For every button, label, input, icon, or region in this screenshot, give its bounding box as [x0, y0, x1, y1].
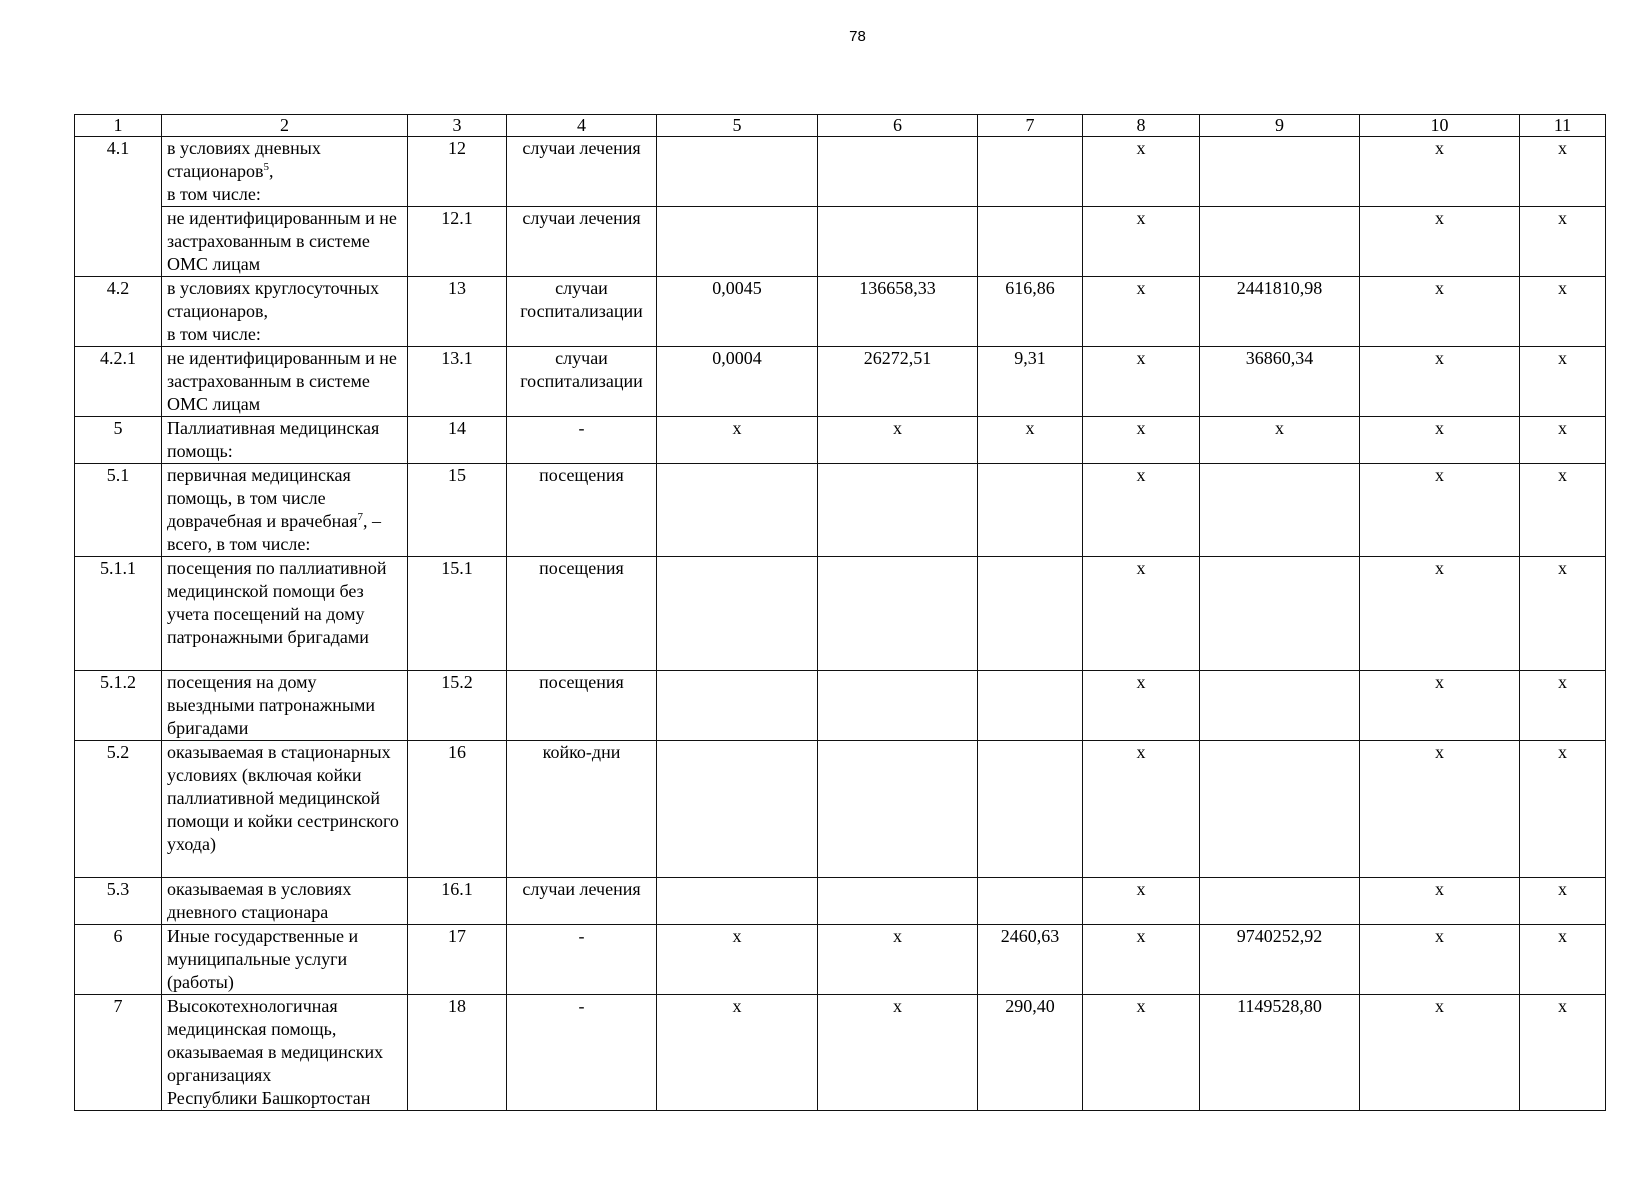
- line-code-cell: 17: [408, 925, 507, 995]
- row-name-cell: [162, 137, 408, 207]
- value-cell-11: х: [1520, 878, 1606, 925]
- row-name-text: не идентифицированным и не застрахованным в системе ОМС лицам: [167, 348, 397, 414]
- table-row: [75, 417, 1606, 464]
- row-number-cell: 5.1.1: [75, 557, 162, 671]
- row-name-cell: [162, 557, 408, 671]
- table-row: [75, 137, 1606, 207]
- row-name-text: Паллиативная медицинская помощь:: [167, 418, 380, 461]
- line-code-cell: 12: [408, 137, 507, 207]
- row-name-cell: [162, 741, 408, 878]
- unit-cell: -: [507, 925, 657, 995]
- row-name-cell: [162, 878, 408, 925]
- row-name-cell: [162, 277, 408, 347]
- row-name-cell: [162, 995, 408, 1111]
- column-number-cell: 8: [1083, 115, 1200, 137]
- value-cell-11: х: [1520, 207, 1606, 277]
- row-name-text: посещения по паллиативной медицинской помощи без учета посещений на дому патронажными бригадами: [167, 558, 387, 647]
- line-code-cell: 12.1: [408, 207, 507, 277]
- value-cell-10: х: [1360, 925, 1520, 995]
- value-cell-7: [978, 557, 1083, 671]
- table-row: [75, 464, 1606, 557]
- value-cell-5: 0,0045: [657, 277, 818, 347]
- column-number-cell: 3: [408, 115, 507, 137]
- value-cell-9: [1200, 741, 1360, 878]
- value-cell-8: х: [1083, 878, 1200, 925]
- row-number-cell: 5.2: [75, 741, 162, 878]
- value-cell-8: х: [1083, 464, 1200, 557]
- value-cell-10: х: [1360, 347, 1520, 417]
- value-cell-5: х: [657, 417, 818, 464]
- table-row: [75, 557, 1606, 671]
- page-number: 78: [849, 28, 866, 45]
- row-name-tail: , в том числе:: [167, 161, 274, 204]
- value-cell-6: [818, 741, 978, 878]
- value-cell-5: [657, 464, 818, 557]
- value-cell-7: [978, 137, 1083, 207]
- column-number-cell: 7: [978, 115, 1083, 137]
- row-name-text: посещения на дому выездными патронажными бригадами: [167, 672, 376, 738]
- value-cell-9: [1200, 671, 1360, 741]
- value-cell-10: х: [1360, 671, 1520, 741]
- row-number-cell: 5.3: [75, 878, 162, 925]
- value-cell-9: х: [1200, 417, 1360, 464]
- line-code-cell: 13: [408, 277, 507, 347]
- value-cell-8: х: [1083, 417, 1200, 464]
- line-code-cell: 18: [408, 995, 507, 1111]
- value-cell-7: [978, 207, 1083, 277]
- unit-cell: случаи лечения: [507, 137, 657, 207]
- row-name-cell: [162, 464, 408, 557]
- row-number-cell: 5: [75, 417, 162, 464]
- row-number-cell: 6: [75, 925, 162, 995]
- value-cell-9: 9740252,92: [1200, 925, 1360, 995]
- value-cell-8: х: [1083, 137, 1200, 207]
- row-number-cell: 4.2: [75, 277, 162, 347]
- unit-cell: -: [507, 995, 657, 1111]
- value-cell-6: [818, 137, 978, 207]
- row-name-text: оказываемая в стационарных условиях (включая койки паллиативной медицинской помощи и койки сестринского ухода): [167, 742, 399, 854]
- value-cell-6: [818, 671, 978, 741]
- value-cell-9: [1200, 557, 1360, 671]
- row-number-cell: 5.1: [75, 464, 162, 557]
- column-number-cell: 1: [75, 115, 162, 137]
- row-number-cell: 7: [75, 995, 162, 1111]
- value-cell-8: х: [1083, 671, 1200, 741]
- line-code-cell: 14: [408, 417, 507, 464]
- unit-cell: -: [507, 417, 657, 464]
- value-cell-9: [1200, 137, 1360, 207]
- value-cell-6: х: [818, 417, 978, 464]
- unit-cell: случаи лечения: [507, 207, 657, 277]
- value-cell-11: х: [1520, 137, 1606, 207]
- value-cell-8: х: [1083, 557, 1200, 671]
- table-row: [75, 995, 1606, 1111]
- value-cell-10: х: [1360, 557, 1520, 671]
- value-cell-11: х: [1520, 925, 1606, 995]
- column-number-cell: 2: [162, 115, 408, 137]
- value-cell-6: [818, 557, 978, 671]
- value-cell-11: х: [1520, 417, 1606, 464]
- value-cell-7: [978, 741, 1083, 878]
- footnote-marker: 7: [357, 511, 364, 523]
- value-cell-7: х: [978, 417, 1083, 464]
- value-cell-10: х: [1360, 207, 1520, 277]
- value-cell-8: х: [1083, 995, 1200, 1111]
- unit-cell: посещения: [507, 671, 657, 741]
- value-cell-9: 2441810,98: [1200, 277, 1360, 347]
- value-cell-10: х: [1360, 277, 1520, 347]
- row-name-cell: [162, 207, 408, 277]
- value-cell-7: 9,31: [978, 347, 1083, 417]
- value-cell-11: х: [1520, 557, 1606, 671]
- value-cell-8: х: [1083, 207, 1200, 277]
- value-cell-11: х: [1520, 995, 1606, 1111]
- value-cell-5: [657, 671, 818, 741]
- value-cell-11: х: [1520, 277, 1606, 347]
- value-cell-8: х: [1083, 925, 1200, 995]
- value-cell-5: 0,0004: [657, 347, 818, 417]
- value-cell-9: [1200, 464, 1360, 557]
- value-cell-11: х: [1520, 347, 1606, 417]
- value-cell-10: х: [1360, 464, 1520, 557]
- unit-cell: койко-дни: [507, 741, 657, 878]
- row-name-text: не идентифицированным и не застрахованным в системе ОМС лицам: [167, 208, 397, 274]
- line-code-cell: 15.2: [408, 671, 507, 741]
- row-name-text: Высокотехнологичная медицинская помощь, оказываемая в медицинских организациях Республики Башкортостан: [167, 996, 384, 1108]
- row-number-cell: 5.1.2: [75, 671, 162, 741]
- value-cell-11: х: [1520, 464, 1606, 557]
- table-row: [75, 207, 1606, 277]
- unit-cell: посещения: [507, 557, 657, 671]
- row-name-text: в условиях дневных стационаров: [167, 138, 321, 181]
- value-cell-5: [657, 741, 818, 878]
- line-code-cell: 15: [408, 464, 507, 557]
- value-cell-8: х: [1083, 741, 1200, 878]
- row-name-cell: [162, 347, 408, 417]
- footnote-marker: 5: [263, 161, 269, 173]
- value-cell-5: [657, 137, 818, 207]
- line-code-cell: 16.1: [408, 878, 507, 925]
- unit-cell: случаи госпитализации: [507, 347, 657, 417]
- value-cell-6: [818, 207, 978, 277]
- value-cell-10: х: [1360, 741, 1520, 878]
- value-cell-10: х: [1360, 995, 1520, 1111]
- row-number-cell: 4.2.1: [75, 347, 162, 417]
- value-cell-9: [1200, 207, 1360, 277]
- table-row: [75, 347, 1606, 417]
- row-name-text: оказываемая в условиях дневного стационара: [167, 879, 352, 922]
- value-cell-7: 290,40: [978, 995, 1083, 1111]
- value-cell-9: 1149528,80: [1200, 995, 1360, 1111]
- value-cell-7: 616,86: [978, 277, 1083, 347]
- table-row: [75, 741, 1606, 878]
- column-number-cell: 6: [818, 115, 978, 137]
- value-cell-7: [978, 878, 1083, 925]
- value-cell-5: х: [657, 925, 818, 995]
- unit-cell: случаи лечения: [507, 878, 657, 925]
- value-cell-10: х: [1360, 137, 1520, 207]
- value-cell-6: [818, 878, 978, 925]
- value-cell-5: [657, 878, 818, 925]
- unit-cell: посещения: [507, 464, 657, 557]
- row-name-text: в условиях круглосуточных стационаров, в том числе:: [167, 278, 379, 344]
- table-row: [75, 277, 1606, 347]
- row-name-tail: , – всего, в том числе:: [167, 511, 382, 554]
- value-cell-10: х: [1360, 878, 1520, 925]
- column-number-cell: 11: [1520, 115, 1606, 137]
- table-body: [75, 137, 1606, 1111]
- table-row: [75, 878, 1606, 925]
- column-number-cell: 4: [507, 115, 657, 137]
- column-number-cell: 5: [657, 115, 818, 137]
- column-number-cell: 10: [1360, 115, 1520, 137]
- value-cell-7: 2460,63: [978, 925, 1083, 995]
- value-cell-6: х: [818, 925, 978, 995]
- row-number-cell: 4.1: [75, 137, 162, 277]
- data-table: [74, 114, 1606, 1111]
- value-cell-8: х: [1083, 347, 1200, 417]
- value-cell-10: х: [1360, 417, 1520, 464]
- column-number-cell: 9: [1200, 115, 1360, 137]
- value-cell-5: [657, 557, 818, 671]
- value-cell-5: [657, 207, 818, 277]
- value-cell-8: х: [1083, 277, 1200, 347]
- value-cell-7: [978, 671, 1083, 741]
- line-code-cell: 16: [408, 741, 507, 878]
- value-cell-6: х: [818, 995, 978, 1111]
- row-name-text: Иные государственные и муниципальные услуги (работы): [167, 926, 359, 992]
- row-name-cell: [162, 417, 408, 464]
- value-cell-11: х: [1520, 671, 1606, 741]
- line-code-cell: 13.1: [408, 347, 507, 417]
- value-cell-6: 136658,33: [818, 277, 978, 347]
- row-name-cell: [162, 925, 408, 995]
- table-row: [75, 925, 1606, 995]
- table-row: [75, 671, 1606, 741]
- row-name-cell: [162, 671, 408, 741]
- unit-cell: случаи госпитализации: [507, 277, 657, 347]
- value-cell-11: х: [1520, 741, 1606, 878]
- value-cell-6: 26272,51: [818, 347, 978, 417]
- line-code-cell: 15.1: [408, 557, 507, 671]
- value-cell-6: [818, 464, 978, 557]
- value-cell-5: х: [657, 995, 818, 1111]
- column-number-row: [75, 115, 1606, 137]
- value-cell-9: [1200, 878, 1360, 925]
- value-cell-7: [978, 464, 1083, 557]
- value-cell-9: 36860,34: [1200, 347, 1360, 417]
- row-name-text: первичная медицинская помощь, в том числе доврачебная и врачебная: [167, 465, 358, 531]
